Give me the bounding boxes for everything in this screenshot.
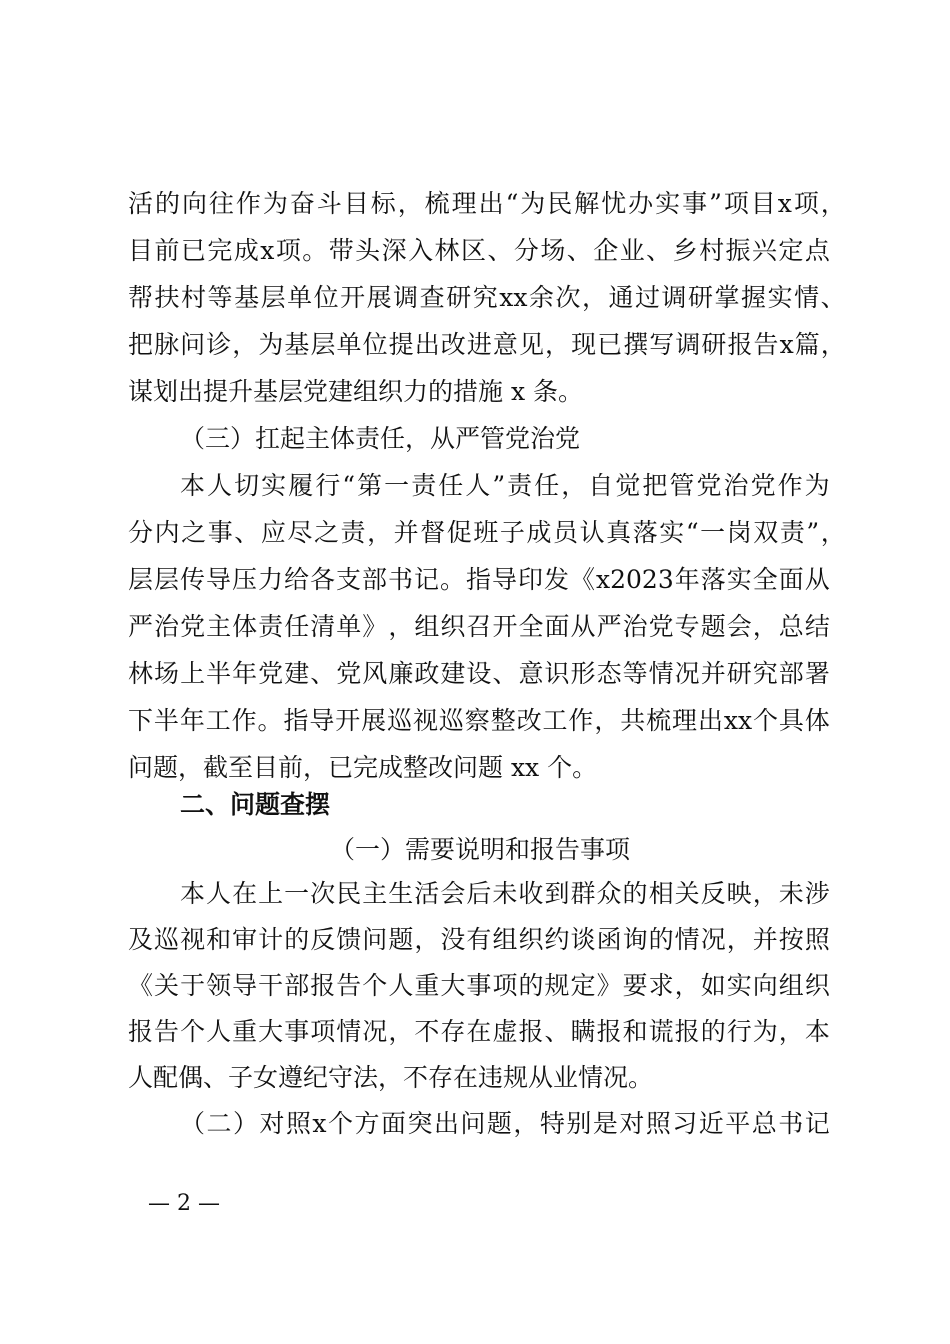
section-heading-3: （三）扛起主体责任，从严管党治党 bbox=[180, 424, 581, 453]
paragraph-line: 报 告 个 人 重 大 事 项 情 况 ， 不 存 在 虚 报 、 瞒 报 和 谎 报 的 行 为 ， 本 bbox=[128, 1017, 830, 1046]
paragraph-line: 人配偶、子女遵纪守法，不存在违规从业情况。 bbox=[128, 1063, 654, 1092]
paragraph-line: 林 场 上 半 年 党 建 、 党 风 廉 政 建 设 、 意 识 形 态 等 情 况 并 研 究 部 署 bbox=[128, 659, 830, 688]
paragraph-line: 目 前 已 完 成 x 项 。 带 头 深 入 林 区 、 分 场 、 企 业 、 乡 村 振 兴 定 点 bbox=[128, 236, 830, 265]
paragraph-line: 本 人 切 实 履 行 “ 第 一 责 任 人 ” 责 任 ， 自 觉 把 管 党 治 党 作 为 bbox=[180, 471, 830, 500]
paragraph-line: 及 巡 视 和 审 计 的 反 馈 问 题 ， 没 有 组 织 约 谈 函 询 的 情 况 ， 并 按 照 bbox=[128, 925, 830, 954]
paragraph-line: 活 的 向 往 作 为 奋 斗 目 标 ， 梳 理 出 “ 为 民 解 忧 办 实 事 ” 项 目 x 项 ， bbox=[128, 189, 846, 218]
section-heading-2: 二、问题查摆 bbox=[180, 790, 331, 819]
page-number: — 2 — bbox=[148, 1191, 220, 1216]
paragraph-line: 层 层 传 导 压 力 给 各 支 部 书 记 。 指 导 印 发 《 x2023 年 落 实 全 面 从 bbox=[128, 565, 830, 594]
paragraph-line: 下 半 年 工 作 。 指 导 开 展 巡 视 巡 察 整 改 工 作 ， 共 梳 理 出 xx 个 具 体 bbox=[128, 706, 830, 735]
subsection-heading-1: （一）需要说明和报告事项 bbox=[330, 835, 631, 864]
paragraph-line: 把 脉 问 诊 ， 为 基 层 单 位 提 出 改 进 意 见 ， 现 已 撰 写 调 研 报 告 x 篇 ， bbox=[128, 330, 846, 359]
paragraph-line: 分 内 之 事 、 应 尽 之 责 ， 并 督 促 班 子 成 员 认 真 落 实 “ 一 岗 双 责 ” ， bbox=[128, 518, 846, 547]
paragraph-line: 本 人 在 上 一 次 民 主 生 活 会 后 未 收 到 群 众 的 相 关 反 映 ， 未 涉 bbox=[180, 879, 830, 908]
subsection-heading-2: （ 二 ） 对 照 x 个 方 面 突 出 问 题 ， 特 别 是 对 照 习 近 平 总 书 记 bbox=[180, 1109, 830, 1138]
paragraph-line: 问题，截至目前，已完成整改问题 xx 个。 bbox=[128, 753, 598, 782]
paragraph-line: 帮 扶 村 等 基 层 单 位 开 展 调 查 研 究 xx 余 次 ， 通 过 调 研 掌 握 实 情 、 bbox=[128, 283, 846, 312]
paragraph-line: 谋划出提升基层党建组织力的措施 x 条。 bbox=[128, 377, 583, 406]
paragraph-line: 严 治 党 主 体 责 任 清 单 》 ， 组 织 召 开 全 面 从 严 治 党 专 题 会 ， 总 结 bbox=[128, 612, 830, 641]
paragraph-line: 《 关 于 领 导 干 部 报 告 个 人 重 大 事 项 的 规 定 》 要 求 ， 如 实 向 组 织 bbox=[128, 971, 830, 1000]
